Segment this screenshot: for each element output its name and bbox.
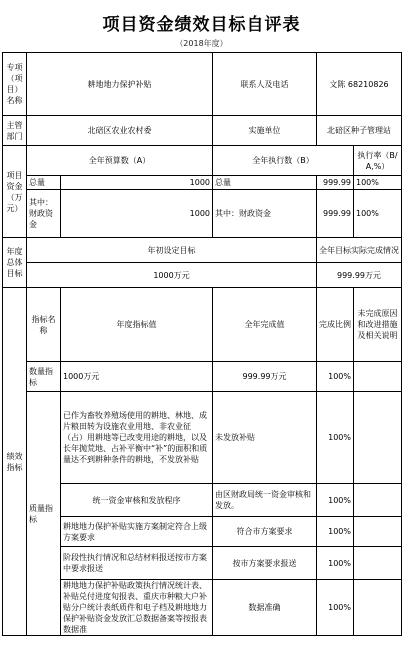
- completed-value: 数据准确: [213, 580, 317, 636]
- annual-actual-label: 全年目标实际完成情况: [317, 238, 402, 263]
- table-row: [3, 484, 402, 517]
- completed-value: 999.99万元: [213, 362, 317, 392]
- reason-cell: [354, 362, 402, 392]
- execution-column-label: 全年执行数（B）: [213, 146, 354, 176]
- funds-header-row: [3, 146, 402, 176]
- annual-actual-value: 999.99万元: [317, 263, 402, 288]
- completed-value-header: 全年完成值: [213, 288, 317, 362]
- total-exec-label: 总量: [213, 176, 317, 190]
- total-exec-rate: 100%: [354, 176, 402, 190]
- indicator-value: 耕地地力保护补贴实施方案制定符合上级方案要求: [61, 517, 213, 547]
- project-name-value: 耕地地力保护补贴: [27, 53, 213, 116]
- fiscal-exec-label: 其中：财政资金: [213, 190, 317, 238]
- implementing-unit-label: 实施单位: [213, 116, 317, 146]
- fiscal-budget-value: 1000: [61, 190, 213, 238]
- reason-cell: [354, 484, 402, 517]
- table-row: [3, 517, 402, 547]
- table-row: [3, 392, 402, 484]
- fiscal-budget-label: 其中：财政资金: [27, 190, 61, 238]
- indicator-value: 已作为畜牧养殖场使用的耕地、林地、成片粮田转为设施农业用地、非农业征（占）用耕地等已改变用途的耕地，以及长年抛荒地、占补平衡中“补”的面积和质量达不到耕种条件的耕地，不发放补贴: [61, 392, 213, 484]
- contact-value: 文陈 68210826: [317, 53, 402, 116]
- completed-value: 由区财政局统一资金审核和发放。: [213, 484, 317, 517]
- funds-total-row: [3, 176, 402, 190]
- annual-goal-value-row: [3, 263, 402, 288]
- indicator-value: 统一资金审核和发放程序: [61, 484, 213, 517]
- fiscal-exec-value: 999.99: [317, 190, 354, 238]
- annual-indicator-header: 年度指标值: [61, 288, 213, 362]
- completion-ratio: 100%: [317, 392, 354, 484]
- indicator-value: 耕地地力保护补贴政策执行情况统计表、补贴兑付进度旬报表、重庆市种粮大户补贴分户统计表纸质件和电子档及耕地地力保护补贴资金发放汇总数据备案等按报表数据准: [61, 580, 213, 636]
- completion-ratio-header: 完成比例: [317, 288, 354, 362]
- quantity-indicator-label: 数量指标: [27, 362, 61, 392]
- indicator-name-header: 指标名称: [27, 288, 61, 362]
- annual-target-value: 1000万元: [27, 263, 317, 288]
- completed-value: 未发放补贴: [213, 392, 317, 484]
- table-row: [3, 362, 402, 392]
- reason-cell: [354, 392, 402, 484]
- funds-fiscal-row: [3, 190, 402, 238]
- reason-header: 未完成原因和改进措施及相关说明: [354, 288, 402, 362]
- completion-ratio: 100%: [317, 547, 354, 580]
- annual-target-label: 年初设定目标: [27, 238, 317, 263]
- funds-section-label: 项目资金（万元）: [3, 146, 27, 238]
- reason-cell: [354, 580, 402, 636]
- total-exec-value: 999.99: [317, 176, 354, 190]
- department-label: 主管部门: [3, 116, 27, 146]
- department-row: [3, 116, 402, 146]
- page-title: 项目资金绩效目标自评表: [102, 15, 301, 35]
- project-name-label: 专项（项目）名称: [3, 53, 27, 116]
- completed-value: 符合市方案要求: [213, 517, 317, 547]
- quality-indicator-label: 质量指标: [27, 392, 61, 636]
- implementing-unit-value: 北碚区种子管理站: [317, 116, 402, 146]
- completion-ratio: 100%: [317, 362, 354, 392]
- indicator-value: 1000万元: [61, 362, 213, 392]
- page-subtitle: （2018年度）: [175, 39, 228, 48]
- table-row: [3, 580, 402, 636]
- total-budget-label: 总量: [27, 176, 61, 190]
- completed-value: 按市方案要求报送: [213, 547, 317, 580]
- completion-ratio: 100%: [317, 580, 354, 636]
- annual-goal-section-label: 年度总体目标: [3, 238, 27, 288]
- completion-ratio: 100%: [317, 484, 354, 517]
- annual-goal-header-row: [3, 238, 402, 263]
- department-value: 北碚区农业农村委: [27, 116, 213, 146]
- reason-cell: [354, 517, 402, 547]
- performance-section-label: 绩效指标: [3, 288, 27, 636]
- evaluation-table: [2, 52, 402, 636]
- total-budget-value: 1000: [61, 176, 213, 190]
- contact-label: 联系人及电话: [213, 53, 317, 116]
- execution-rate-label: 执行率（B/A,%）: [354, 146, 402, 176]
- indicator-value: 阶段性执行情况和总结材料报送按市方案中要求报送: [61, 547, 213, 580]
- project-name-row: [3, 53, 402, 116]
- budget-column-label: 全年预算数（A）: [27, 146, 213, 176]
- fiscal-exec-rate: 100%: [354, 190, 402, 238]
- reason-cell: [354, 547, 402, 580]
- table-row: [3, 547, 402, 580]
- completion-ratio: 100%: [317, 517, 354, 547]
- performance-header-row: [3, 288, 402, 362]
